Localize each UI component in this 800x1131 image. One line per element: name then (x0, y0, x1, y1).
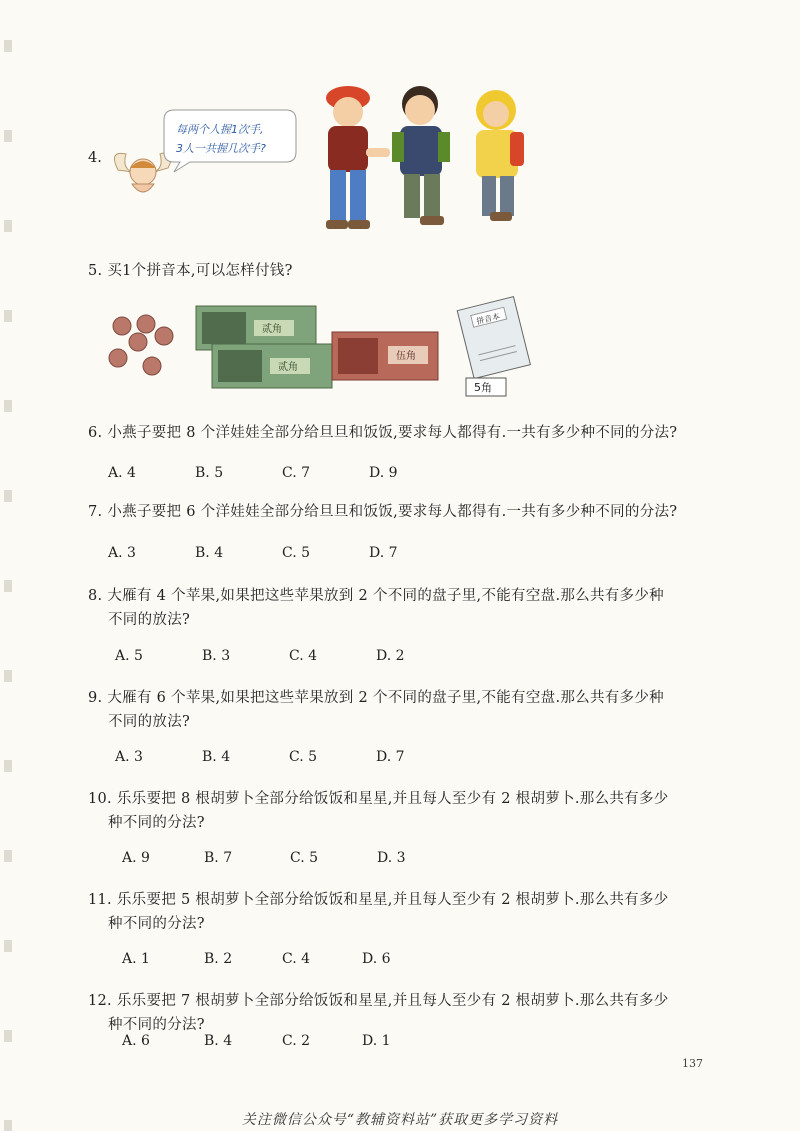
book-title: 拼音本 (475, 311, 501, 327)
q12-text (88, 989, 669, 1034)
note1-label: 贰角 (262, 324, 282, 335)
q12-option-c[interactable]: C. 2 (282, 1033, 311, 1049)
q12-option-d[interactable]: D. 1 (362, 1033, 391, 1049)
q12-line2: 种不同的分法? (108, 1017, 205, 1033)
bubble-line-2: 3人一共握几次手? (176, 142, 266, 155)
banknote-5-jiao (332, 332, 442, 384)
q7-option-c[interactable]: C. 5 (282, 545, 311, 561)
children-handshake-illustration (300, 82, 540, 238)
speech-bubble (160, 106, 300, 172)
q8-option-d[interactable]: D. 2 (376, 648, 405, 664)
banknote-2-jiao-2 (212, 344, 336, 392)
q6-option-c[interactable]: C. 7 (282, 465, 311, 481)
q11-option-c[interactable]: C. 4 (282, 951, 311, 967)
q6-line1: 6. 小燕子要把 8 个洋娃娃全部分给旦旦和饭饭,要求每人都得有.一共有多少种不同的分法? (88, 425, 678, 441)
q7-line1: 7. 小燕子要把 6 个洋娃娃全部分给旦旦和饭饭,要求每人都得有.一共有多少种不同的分法? (88, 504, 678, 520)
pinyin-notebook (456, 294, 540, 398)
price-tag: 5角 (474, 381, 492, 394)
bubble-line-1: 每两个人握1次手, (176, 123, 264, 136)
q10-text (88, 787, 669, 832)
q11-option-a[interactable]: A. 1 (122, 951, 150, 967)
q10-option-c[interactable]: C. 5 (290, 850, 319, 866)
q4-number: 4. (88, 150, 102, 166)
q7-option-a[interactable]: A. 3 (108, 545, 136, 561)
note3-label: 伍角 (396, 351, 416, 362)
q10-option-a[interactable]: A. 9 (122, 850, 150, 866)
note2-label: 贰角 (278, 362, 298, 373)
q8-text (88, 584, 664, 629)
q8-option-a[interactable]: A. 5 (115, 648, 143, 664)
q6-option-b[interactable]: B. 5 (195, 465, 224, 481)
q7-option-d[interactable]: D. 7 (369, 545, 398, 561)
q11-option-b[interactable]: B. 2 (204, 951, 233, 967)
footer-note: 关注微信公众号“教辅资料站”获取更多学习资料 (241, 1112, 559, 1128)
q8-line1: 8. 大雁有 4 个苹果,如果把这些苹果放到 2 个不同的盘子里,不能有空盘.那么共有多少种 (88, 588, 664, 604)
q8-option-b[interactable]: B. 3 (202, 648, 231, 664)
q10-line2: 种不同的分法? (108, 815, 205, 831)
q9-option-d[interactable]: D. 7 (376, 749, 405, 765)
coins-group (108, 312, 178, 378)
q12-option-b[interactable]: B. 4 (204, 1033, 233, 1049)
q8-option-c[interactable]: C. 4 (289, 648, 318, 664)
q12-option-a[interactable]: A. 6 (122, 1033, 150, 1049)
q9-line2: 不同的放法? (108, 714, 191, 730)
q7-text (88, 500, 677, 521)
q10-option-b[interactable]: B. 7 (204, 850, 233, 866)
q6-option-a[interactable]: A. 4 (108, 465, 136, 481)
q7-option-b[interactable]: B. 4 (195, 545, 224, 561)
q10-option-d[interactable]: D. 3 (377, 850, 406, 866)
q9-option-c[interactable]: C. 5 (289, 749, 318, 765)
q6-option-d[interactable]: D. 9 (369, 465, 398, 481)
q11-line1: 11. 乐乐要把 5 根胡萝卜全部分给饭饭和星星,并且每人至少有 2 根胡萝卜.那么共有多少 (88, 892, 669, 908)
q6-text (88, 421, 677, 442)
q9-option-a[interactable]: A. 3 (115, 749, 143, 765)
page-number: 137 (682, 1057, 703, 1070)
binding-margin (4, 0, 12, 1131)
q9-text (88, 686, 664, 731)
q9-line1: 9. 大雁有 6 个苹果,如果把这些苹果放到 2 个不同的盘子里,不能有空盘.那么共有多少种 (88, 690, 664, 706)
q10-line1: 10. 乐乐要把 8 根胡萝卜全部分给饭饭和星星,并且每人至少有 2 根胡萝卜.那么共有多少 (88, 791, 669, 807)
q12-line1: 12. 乐乐要把 7 根胡萝卜全部分给饭饭和星星,并且每人至少有 2 根胡萝卜.那么共有多少 (88, 993, 669, 1009)
q11-option-d[interactable]: D. 6 (362, 951, 391, 967)
q8-line2: 不同的放法? (108, 612, 191, 628)
q9-option-b[interactable]: B. 4 (202, 749, 231, 765)
q11-text (88, 888, 669, 933)
q11-line2: 种不同的分法? (108, 916, 205, 932)
q5-text: 5. 买1个拼音本,可以怎样付钱? (88, 263, 293, 279)
